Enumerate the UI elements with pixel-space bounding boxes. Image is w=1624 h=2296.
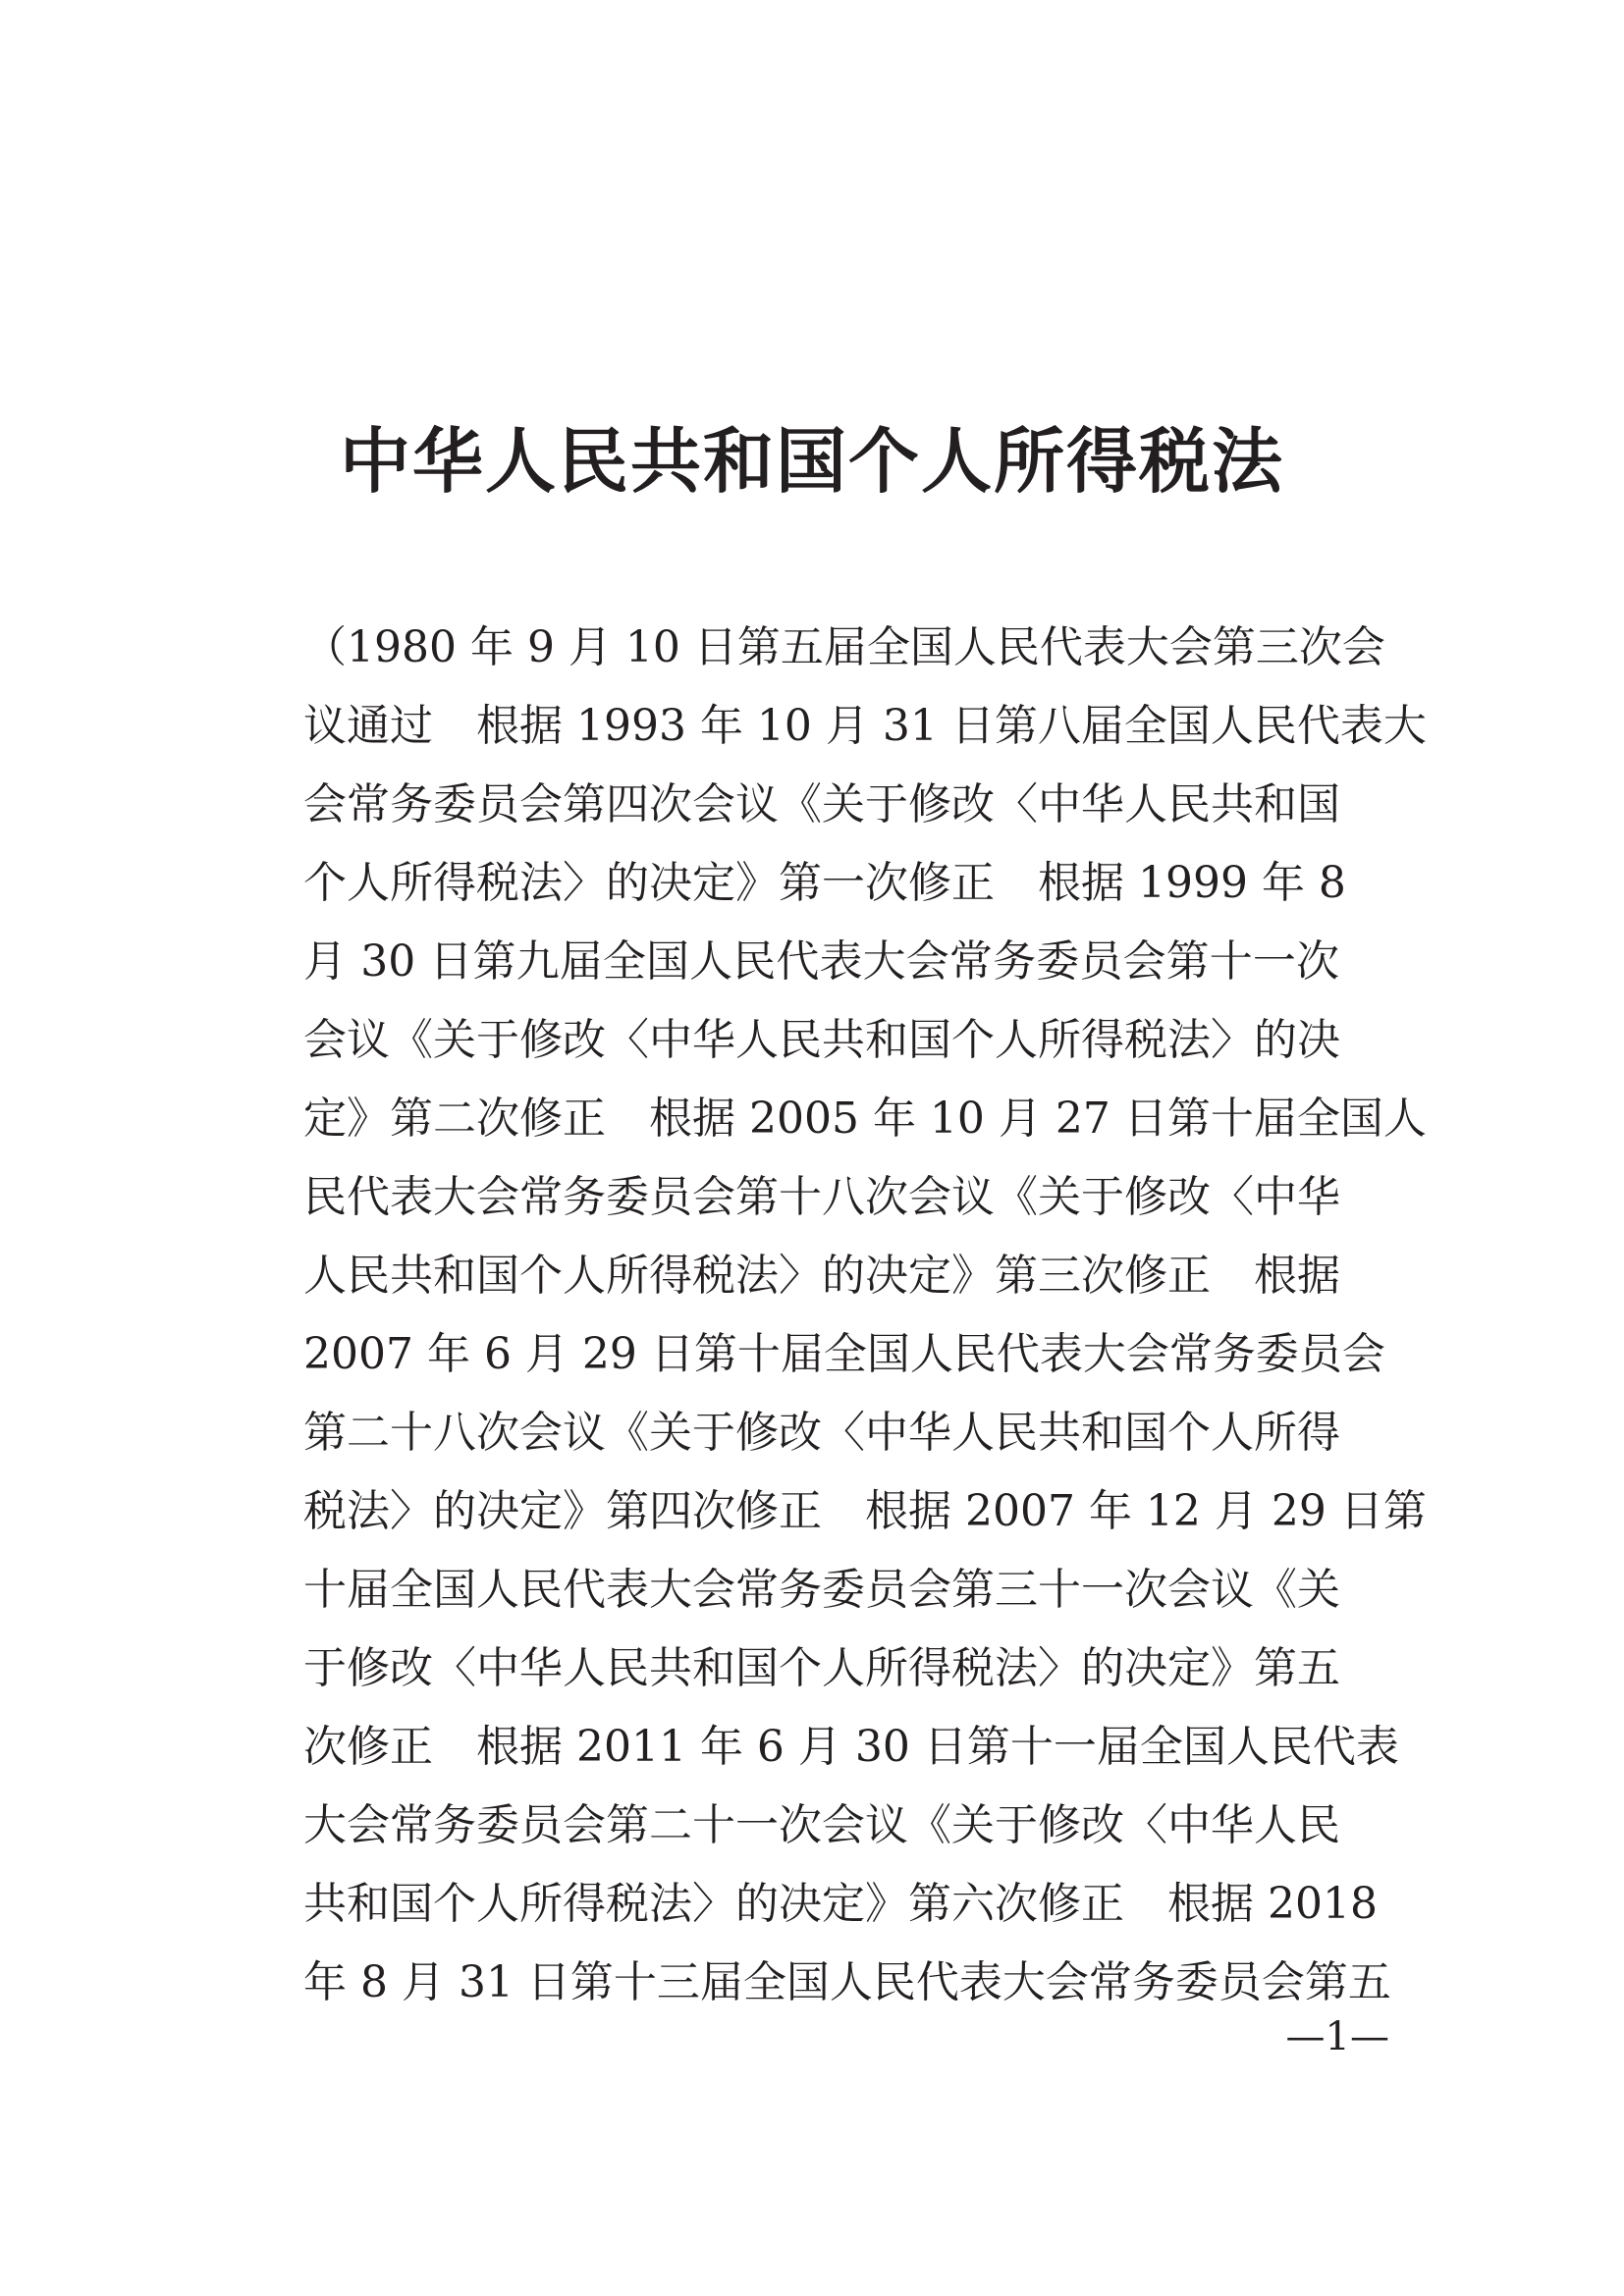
preamble-line: 月 30 日第九届全国人民代表大会常务委员会第十一次 <box>303 936 1339 987</box>
preamble-line: 会议《关于修改〈中华人民共和国个人所得税法〉的决 <box>303 1015 1340 1065</box>
preamble-line: 十届全国人民代表大会常务委员会第三十一次会议《关 <box>303 1565 1340 1615</box>
preamble-line: 会常务委员会第四次会议《关于修改〈中华人民共和国 <box>303 779 1340 829</box>
preamble-line: 年 8 月 31 日第十三届全国人民代表大会常务委员会第五 <box>303 1957 1391 2007</box>
preamble-line: 人民共和国个人所得税法〉的决定》第三次修正 根据 <box>303 1251 1340 1301</box>
page-number: —1— <box>1285 2014 1389 2059</box>
preamble-line: 次修正 根据 2011 年 6 月 30 日第十一届全国人民代表 <box>303 1722 1399 1772</box>
preamble-line: 于修改〈中华人民共和国个人所得税法〉的决定》第五 <box>303 1643 1340 1693</box>
preamble-line: 定》第二次修正 根据 2005 年 10 月 27 日第十届全国人 <box>303 1094 1427 1144</box>
preamble-line: 第二十八次会议《关于修改〈中华人民共和国个人所得 <box>303 1408 1340 1458</box>
preamble-line: 2007 年 6 月 29 日第十届全国人民代表大会常务委员会 <box>303 1329 1385 1379</box>
preamble-line: 个人所得税法〉的决定》第一次修正 根据 1999 年 8 <box>303 858 1346 908</box>
document-title: 中华人民共和国个人所得税法 <box>339 420 1284 504</box>
preamble-line: 大会常务委员会第二十一次会议《关于修改〈中华人民 <box>303 1800 1340 1850</box>
preamble <box>303 609 1427 2022</box>
preamble-line: 议通过 根据 1993 年 10 月 31 日第八届全国人民代表大 <box>303 701 1427 751</box>
preamble-line: 共和国个人所得税法〉的决定》第六次修正 根据 2018 <box>303 1879 1378 1929</box>
preamble-line: （1980 年 9 月 10 日第五届全国人民代表大会第三次会 <box>303 622 1385 672</box>
preamble-line: 民代表大会常务委员会第十八次会议《关于修改〈中华 <box>303 1172 1340 1222</box>
preamble-line: 税法〉的决定》第四次修正 根据 2007 年 12 月 29 日第 <box>303 1486 1427 1536</box>
